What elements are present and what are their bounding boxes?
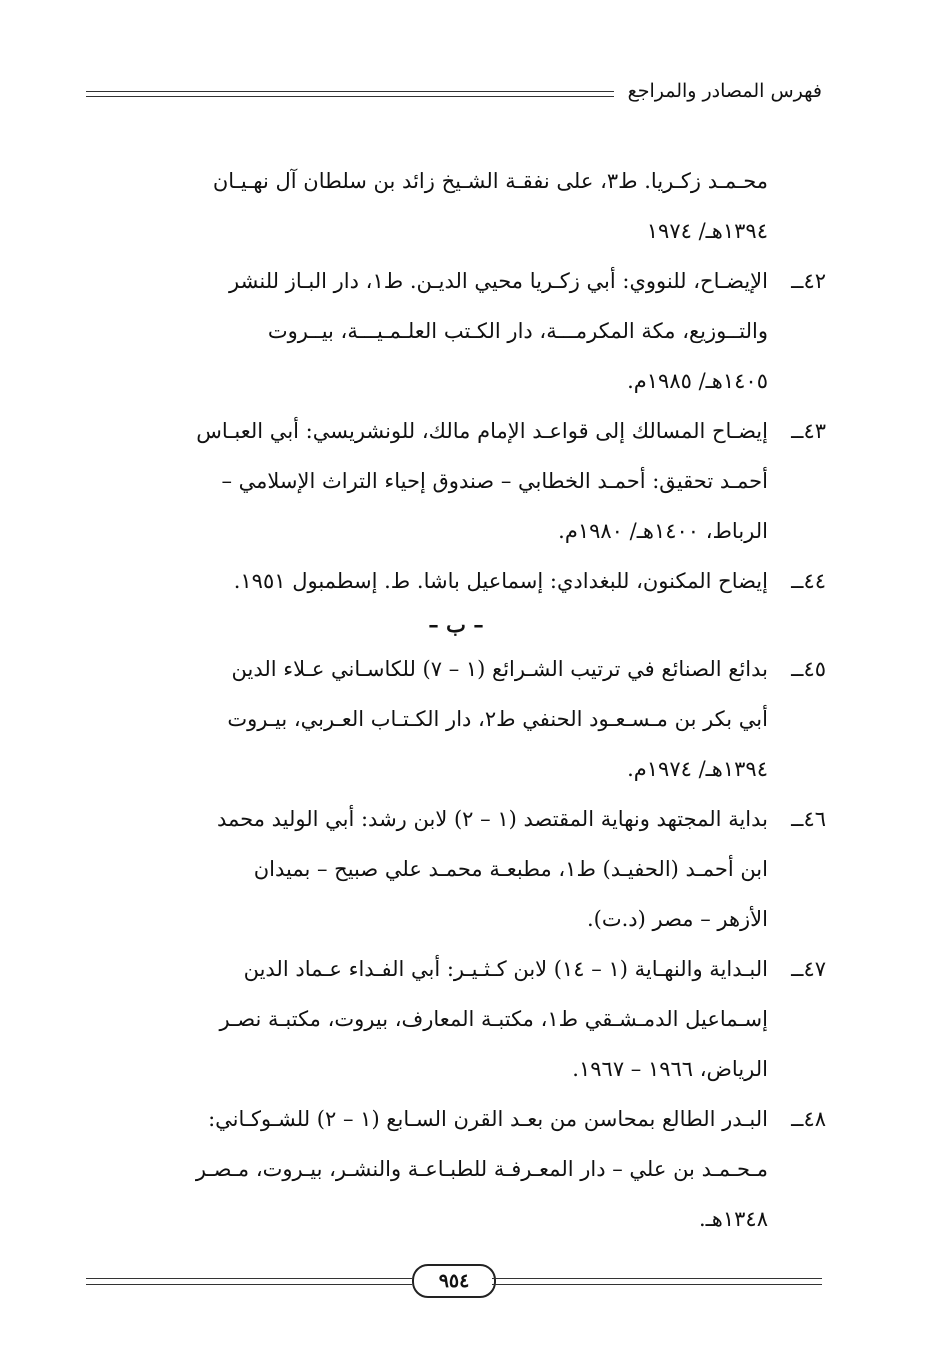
entry-42	[86, 256, 826, 406]
entry-line: إيضـاح المسالك إلى قواعـد الإمام مالك، للونشريسي: أبي العبـاس	[196, 419, 768, 443]
entry-number: ٤٤ــ	[791, 569, 826, 593]
entry-line: ١٣٩٤هـ/ ١٩٧٤م.	[627, 757, 768, 781]
entry-number	[768, 156, 826, 256]
entry-number: ٤٢ــ	[791, 269, 826, 293]
entry-line: بدائع الصنائع في ترتيب الشـرائع (١ – ٧) للكاسـاني عـلاء الدين	[231, 657, 768, 681]
entry-text	[86, 406, 768, 556]
entry-text	[86, 256, 768, 406]
section-heading-ba: – ب –	[428, 612, 484, 637]
entry-continuation	[86, 156, 826, 256]
entry-line: ١٤٠٥هـ/ ١٩٨٥م.	[627, 369, 768, 393]
entry-45	[86, 644, 826, 794]
entry-number: ٤٣ــ	[791, 419, 826, 443]
entry-number: ٤٦ــ	[791, 807, 826, 831]
entry-line: الرياض، ١٩٦٦ – ١٩٦٧.	[572, 1057, 768, 1081]
footer-rule-left	[86, 1278, 412, 1285]
entry-text	[86, 556, 768, 606]
entry-line: البـدر الطالع بمحاسن من بعـد القرن السـابع (١ – ٢) للشـوكـاني:	[208, 1107, 768, 1131]
entry-line: إسـماعيل الدمـشـقي ط١، مكتبـة المعارف، بيروت، مكتبـة نصـر	[219, 1007, 768, 1031]
entry-line: والتــوزيع، مكة المكرمـــة، دار الكـتب العلـمـيـــة، بيــروت	[267, 319, 768, 343]
entry-48	[86, 1094, 826, 1244]
page-body	[86, 156, 826, 1244]
entry-line: ١٣٤٨هـ.	[698, 1207, 768, 1231]
entry-line: الإيضـاح، للنووي: أبي زكـريا محيي الديـن. ط١، دار البـاز للنشر	[229, 269, 768, 293]
entry-number: ٤٥ــ	[791, 657, 826, 681]
entry-44	[86, 556, 826, 606]
entry-text	[86, 794, 768, 944]
page-number: ٩٥٤	[412, 1264, 496, 1298]
entry-number: ٤٨ــ	[791, 1107, 826, 1131]
entry-43	[86, 406, 826, 556]
entry-number: ٤٧ــ	[791, 957, 826, 981]
entry-47	[86, 944, 826, 1094]
entry-line: بداية المجتهد ونهاية المقتصد (١ – ٢) لابن رشد: أبي الوليد محمد	[216, 807, 768, 831]
running-header	[86, 78, 822, 118]
footer-rule-right	[492, 1278, 822, 1285]
entry-text	[86, 944, 768, 1094]
entry-text	[86, 644, 768, 794]
page-footer	[86, 1264, 822, 1300]
entry-46	[86, 794, 826, 944]
entry-line: ابن أحمـد (الحفيـد) ط١، مطبعـة محمـد علي صبيح – بميدان	[253, 857, 768, 881]
header-rule	[86, 91, 614, 97]
entry-line: إيضاح المكنون، للبغدادي: إسماعيل باشا. ط. إسطمبول ١٩٥١.	[233, 569, 768, 593]
entry-line: أحمـد تحقيق: أحمـد الخطابي – صندوق إحياء التراث الإسلامي –	[221, 469, 768, 493]
entry-line: محـمـد زكـريا. ط٣، على نفقـة الشـيخ زائد بن سلطان آل نهـيـان	[212, 169, 768, 193]
entry-text	[86, 1094, 768, 1244]
entry-line: ١٣٩٤هـ/ ١٩٧٤	[646, 219, 768, 243]
header-title: فهرس المصادر والمراجع	[627, 80, 822, 102]
entry-line: مـحـمـد بن علي – دار المعـرفـة للطبـاعـة والنشـر، بيـروت، مـصـر	[195, 1157, 768, 1181]
entry-line: الرباط، ١٤٠٠هـ/ ١٩٨٠م.	[558, 519, 768, 543]
entry-line: البـداية والنهـاية (١ – ١٤) لابن كـثـيـر: أبي الفـداء عـماد الدين	[243, 957, 768, 981]
entry-text	[86, 156, 768, 256]
entry-line: أبي بكر بن مـسـعـود الحنفي ط٢، دار الكـتـاب العـربي، بيـروت	[227, 707, 768, 731]
entry-line: الأزهر – مصر (د.ت).	[586, 907, 768, 931]
